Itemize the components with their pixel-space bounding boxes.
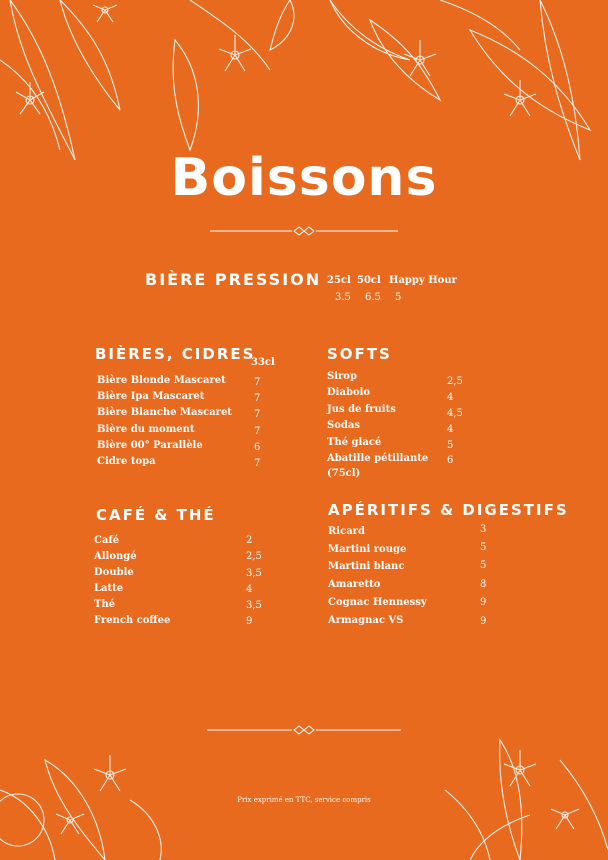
section-title-aperitifs-digestifs: APÉRITIFS & DIGESTIFS <box>328 501 569 519</box>
title-divider <box>210 226 398 236</box>
menu-item-name: Double <box>94 567 134 578</box>
menu-item-price: 3 <box>480 524 487 535</box>
pression-price-25cl: 3.5 <box>335 292 351 303</box>
bieres-size-label: 33cl <box>251 357 275 368</box>
menu-item-name: Cidre topa <box>97 456 156 467</box>
menu-item-price: 7 <box>254 409 261 420</box>
menu-item-price: 6 <box>447 455 454 466</box>
menu-item-price: 7 <box>254 426 261 437</box>
menu-item-price: 9 <box>246 616 253 627</box>
menu-item-name: Sodas <box>327 420 360 431</box>
menu-item-name: Thé <box>94 599 116 610</box>
pression-price-happy-hour: 5 <box>395 292 402 303</box>
menu-item-price: 3,5 <box>246 568 262 579</box>
menu-item-name: Abatille pétillante <box>327 453 429 464</box>
menu-item-name: Jus de fruits <box>327 404 396 415</box>
menu-item-price: 4 <box>447 392 454 403</box>
menu-item-price: 7 <box>254 458 261 469</box>
menu-item-name: Martini rouge <box>328 544 407 555</box>
menu-item-name: Amaretto <box>328 579 381 590</box>
section-title-bieres-cidres: BIÈRES, CIDRES <box>95 345 256 363</box>
menu-item-name: French coffee <box>94 615 171 626</box>
menu-item-name: Diabolo <box>327 387 371 398</box>
menu-item-price: 5 <box>480 542 487 553</box>
menu-item-price: 3,5 <box>246 600 262 611</box>
menu-item-name: Bière Ipa Mascaret <box>97 391 205 402</box>
menu-item-price: 4 <box>246 584 253 595</box>
menu-item-name: Cognac Hennessy <box>328 597 427 608</box>
menu-item-name: Café <box>94 535 120 546</box>
footer-note: Prix exprimé en TTC, service compris <box>237 796 371 804</box>
menu-item-name: Martini blanc <box>328 561 405 572</box>
bottom-divider <box>207 725 401 735</box>
menu-item-name: Thé glacé <box>327 437 382 448</box>
menu-item-name-line2: (75cl) <box>327 468 361 479</box>
menu-item-name: Bière Blonde Mascaret <box>97 375 226 386</box>
menu-item-name: Bière du moment <box>97 424 195 435</box>
pression-header-25cl: 25cl <box>327 275 351 286</box>
pression-header-happy-hour: Happy Hour <box>389 275 457 286</box>
menu-item-price: 4 <box>447 424 454 435</box>
menu-item-price: 7 <box>254 393 261 404</box>
menu-item-name: Ricard <box>328 526 365 537</box>
section-title-biere-pression: BIÈRE PRESSION <box>145 270 322 289</box>
menu-item-price: 2,5 <box>447 376 463 387</box>
pression-header-50cl: 50cl <box>357 275 381 286</box>
menu-item-name: Armagnac VS <box>328 615 404 626</box>
section-title-softs: SOFTS <box>327 345 392 363</box>
menu-item-price: 2 <box>246 535 253 546</box>
menu-item-name: Bière 00° Parallèle <box>97 440 203 451</box>
menu-item-price: 9 <box>480 597 487 608</box>
pression-price-50cl: 6.5 <box>365 292 381 303</box>
menu-item-price: 5 <box>447 440 454 451</box>
menu-item-price: 6 <box>254 442 261 453</box>
menu-item-name: Allongé <box>94 551 137 562</box>
page-title: Boissons <box>170 148 438 208</box>
menu-item-price: 5 <box>480 560 487 571</box>
section-title-cafe-the: CAFÉ & THÉ <box>96 506 216 524</box>
menu-item-name: Bière Blanche Mascaret <box>97 407 232 418</box>
menu-item-price: 7 <box>254 377 261 388</box>
menu-item-name: Latte <box>94 583 124 594</box>
menu-item-name: Sirop <box>327 371 357 382</box>
menu-item-price: 9 <box>480 616 487 627</box>
menu-item-price: 2,5 <box>246 551 262 562</box>
menu-item-price: 4,5 <box>447 408 463 419</box>
menu-item-price: 8 <box>480 579 487 590</box>
